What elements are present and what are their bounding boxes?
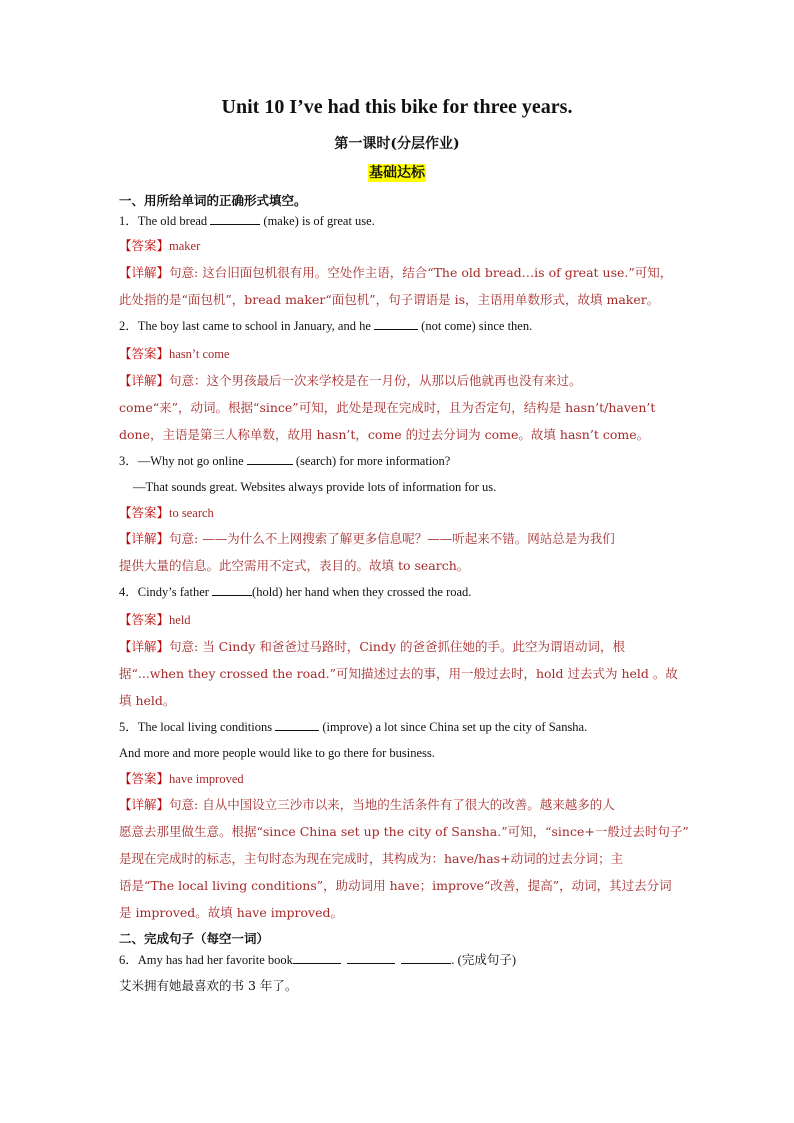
question-3 xyxy=(119,448,679,475)
answer-blank xyxy=(293,949,341,964)
explanation-1-cont: 此处指的是“面包机”，bread maker“面包机”，句子谓语是 is，主语用单数形式，故填 maker。 xyxy=(119,292,660,307)
answer-blank xyxy=(212,581,252,596)
question-1-text-a: 1．The old bread xyxy=(119,214,211,228)
explanation-4-cont-1: 据“...when they crossed the road.”可知描述过去的事，用一般过去时，hold 过去式为 held 。故 xyxy=(119,666,678,681)
explanation-5-cont-2: 是现在完成时的标志，主句时态为现在完成时，其构成为：have/has+动词的过去分词；主 xyxy=(119,851,624,866)
answer-blank xyxy=(210,210,260,225)
question-5 xyxy=(119,714,679,741)
explanation-2-cont-1: come“来”，动词。根据“since”可知，此处是现在完成时，且为否定句，结构是 hasn’t/haven’t xyxy=(119,400,656,415)
explain-tag: 【详解】 xyxy=(119,797,170,812)
answer-tag: 【答案】 xyxy=(119,771,170,786)
explanation-5-cont-3: 语是“The local living conditions”，助动词用 have；improve“改善，提高”，动词，其过去分词 xyxy=(119,878,672,893)
answer-5-value: have improved xyxy=(169,772,244,786)
question-3-text-a: 3．—Why not go online xyxy=(119,454,247,468)
answer-3 xyxy=(119,500,679,525)
level-label xyxy=(0,162,794,182)
explanation-5-line-1: 句意: 自从中国设立三沙市以来，当地的生活条件有了很大的改善。越来越多的人 xyxy=(169,797,615,812)
question-2 xyxy=(119,313,679,340)
answer-blank xyxy=(247,450,293,465)
answer-3-value: to search xyxy=(169,506,214,520)
answer-4 xyxy=(119,606,679,633)
explanation-2 xyxy=(119,367,679,394)
question-4-text-b: (hold) her hand when they crossed the road. xyxy=(252,585,472,599)
answer-1 xyxy=(119,232,679,259)
section-heading-1: 一、用所给单词的正确形式填空。 xyxy=(119,193,307,208)
question-2-text-a: 2．The boy last came to school in January, and he xyxy=(119,319,375,333)
answer-blank xyxy=(374,315,418,330)
explanation-3 xyxy=(119,525,679,552)
question-5-cont: And more and more people would like to go there for business. xyxy=(119,746,435,760)
exercise-content xyxy=(119,192,689,999)
question-3-text-b: (search) for more information? xyxy=(292,454,451,468)
question-1 xyxy=(119,210,679,232)
explain-tag: 【详解】 xyxy=(119,265,170,280)
question-3-reply: —That sounds great. Websites always provide lots of information for us. xyxy=(133,480,497,494)
answer-blank xyxy=(401,949,451,964)
answer-5 xyxy=(119,766,679,791)
question-1-text-b: (make) is of great use. xyxy=(260,214,375,228)
answer-1-value: maker xyxy=(169,239,201,253)
explanation-1-line-1: 句意: 这台旧面包机很有用。空处作主语，结合“The old bread…is of great use.”可知， xyxy=(169,265,673,280)
explanation-1 xyxy=(119,259,679,286)
page-subtitle: 第一课时(分层作业) xyxy=(334,136,460,152)
question-4-text-a: 4．Cindy’s father xyxy=(119,585,213,599)
level-highlight: 基础达标 xyxy=(369,165,425,181)
answer-tag: 【答案】 xyxy=(119,612,170,627)
question-6-text-a: 6．Amy has had her favorite book xyxy=(119,953,293,967)
explanation-5-cont-4: 是 improved。故填 have improved。 xyxy=(119,905,344,920)
question-4 xyxy=(119,579,679,606)
page-title: Unit 10 I’ve had this bike for three years. xyxy=(221,96,573,118)
explanation-4 xyxy=(119,633,679,660)
question-6-translation: 艾米拥有她最喜欢的书 3 年了。 xyxy=(119,978,298,993)
question-6 xyxy=(119,948,679,972)
question-5-text-b: (improve) a lot since China set up the city of Sansha. xyxy=(319,720,588,734)
answer-tag: 【答案】 xyxy=(119,238,170,253)
answer-blank xyxy=(275,716,319,731)
section-heading-2: 二、完成句子（每空一词） xyxy=(119,931,270,946)
answer-2-value: hasn’t come xyxy=(169,347,230,361)
explanation-5 xyxy=(119,791,679,818)
explain-tag: 【详解】 xyxy=(119,531,170,546)
explanation-4-cont-2: 填 held。 xyxy=(119,693,176,708)
explanation-2-line-1: 句意：这个男孩最后一次来学校是在一月份，从那以后他就再也没有来过。 xyxy=(169,373,582,388)
explanation-5-cont-1: 愿意去那里做生意。根据“since China set up the city of Sansha.”可知，“since+一般过去时句子” xyxy=(119,824,689,839)
answer-4-value: held xyxy=(169,613,191,627)
explanation-3-line-1: 句意: ——为什么不上网搜索了解更多信息呢？——听起来不错。网站总是为我们 xyxy=(169,531,615,546)
question-2-text-b: (not come) since then. xyxy=(418,319,533,333)
answer-tag: 【答案】 xyxy=(119,505,170,520)
question-5-text-a: 5．The local living conditions xyxy=(119,720,276,734)
explain-tag: 【详解】 xyxy=(119,639,170,654)
explain-tag: 【详解】 xyxy=(119,373,170,388)
answer-2 xyxy=(119,340,679,367)
explanation-2-cont-2: done，主语是第三人称单数，故用 hasn’t，come 的过去分词为 come。故填 hasn’t come。 xyxy=(119,427,650,442)
question-6-text-b: . (完成句子) xyxy=(451,953,516,967)
explanation-4-line-1: 句意: 当 Cindy 和爸爸过马路时，Cindy 的爸爸抓住她的手。此空为谓语动词，根 xyxy=(169,639,625,654)
explanation-3-cont: 提供大量的信息。此空需用不定式，表目的。故填 to search。 xyxy=(119,558,470,573)
answer-blank xyxy=(347,949,395,964)
answer-tag: 【答案】 xyxy=(119,346,170,361)
